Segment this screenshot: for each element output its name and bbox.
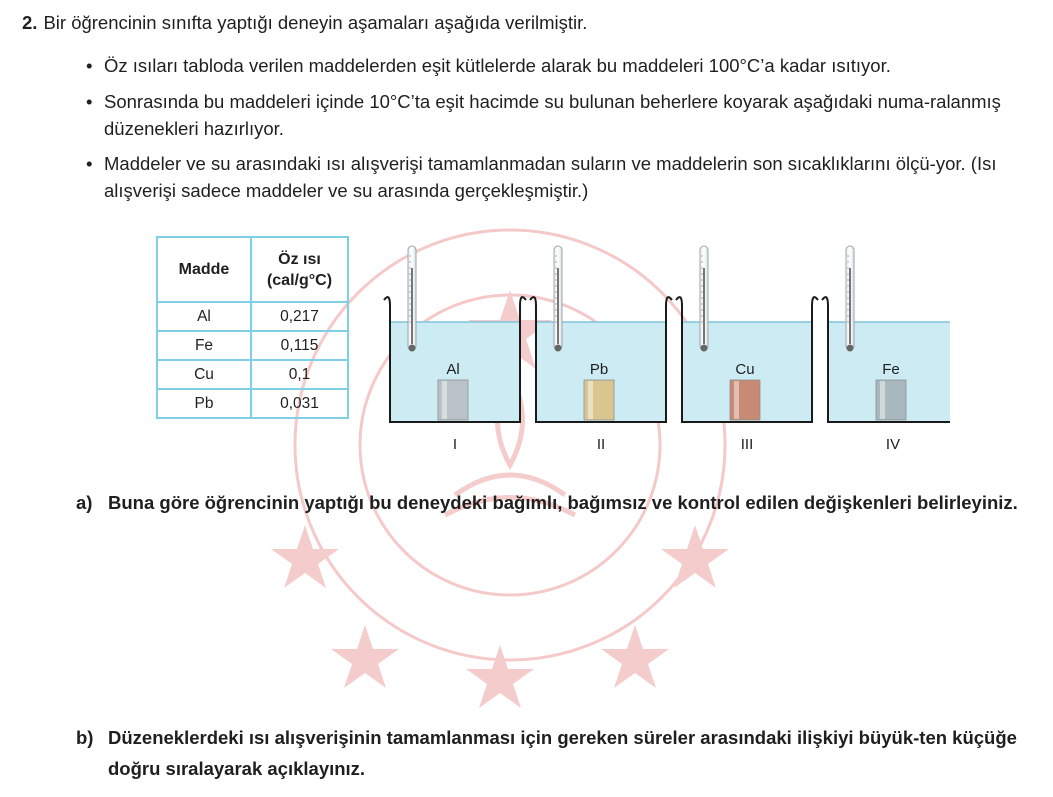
column-header-oz-isi-text: Öz ısı (cal/g°C) [266, 250, 333, 289]
beaker-setup [530, 246, 672, 453]
part-a [76, 487, 1036, 518]
setup-numeral: III [740, 436, 754, 453]
table-row [157, 360, 348, 389]
thermometer-bulb [847, 345, 854, 352]
cell-oz-isi: 0,1 [251, 360, 348, 389]
part-a-text: Buna göre öğrencinin yaptığı bu deneydeki bağımlı, bağımsız ve kontrol edilen değişkenleri belirleyiniz. [108, 492, 1018, 513]
table-row [157, 389, 348, 418]
specific-heat-table [156, 236, 349, 419]
question-intro: Bir öğrencinin sınıfta yaptığı deneyin aşamaları aşağıda verilmiştir. [43, 12, 588, 33]
cell-madde: Pb [157, 389, 251, 418]
table-row [157, 331, 348, 360]
material-highlight [442, 381, 447, 419]
part-b-text: Düzeneklerdeki ısı alışverişinin tamamlanması için gereken süreler arasındaki ilişkiyi büyük-ten küçüğe doğru sıralayarak açıklayınız. [108, 727, 1017, 779]
material-label: Fe [882, 361, 900, 378]
bullet-icon: • [86, 55, 93, 76]
question-number: 2. [22, 12, 38, 33]
column-header-madde: Madde [157, 237, 251, 302]
material-highlight [588, 381, 593, 419]
beaker-setup [676, 246, 818, 453]
step-bullet-3 [86, 150, 1036, 204]
beaker-setups-diagram [380, 238, 950, 458]
part-b [76, 722, 1036, 784]
thermometer-bulb [701, 345, 708, 352]
part-a-label: a) [76, 492, 93, 513]
question-stem [22, 10, 1042, 36]
thermometer-bulb [409, 345, 416, 352]
material-label: Pb [589, 361, 609, 378]
bullet-icon: • [86, 91, 93, 112]
material-label: Cu [735, 361, 755, 378]
bullet-text: Maddeler ve su arasındaki ısı alışverişi tamamlanmadan suların ve maddelerin son sıcaklıklarını ölçü-yor. (Isı alışverişi sadece maddeler ve su arasında gerçekleşmiştir.) [104, 153, 997, 201]
material-label: Al [446, 361, 460, 378]
beaker-setup [822, 246, 950, 453]
setup-numeral: I [452, 436, 458, 453]
thermometer-bulb [555, 345, 562, 352]
column-header-oz-isi [251, 237, 348, 302]
step-bullet-1 [86, 52, 1036, 79]
bullet-text: Sonrasında bu maddeleri içinde 10°C’ta eşit hacimde su bulunan beherlere koyarak aşağıdaki numa-ralanmış düzenekleri hazırlıyor. [104, 91, 1001, 139]
cell-oz-isi: 0,031 [251, 389, 348, 418]
table-header-row [157, 237, 348, 302]
table-row [157, 302, 348, 331]
setup-numeral: II [596, 436, 606, 453]
step-bullet-2 [86, 88, 1036, 142]
bullet-text: Öz ısıları tabloda verilen maddelerden eşit kütlelerde alarak bu maddeleri 100°C’a kadar ısıtıyor. [104, 55, 891, 76]
material-highlight [880, 381, 885, 419]
cell-oz-isi: 0,217 [251, 302, 348, 331]
bullet-icon: • [86, 153, 93, 174]
cell-madde: Cu [157, 360, 251, 389]
cell-madde: Fe [157, 331, 251, 360]
cell-oz-isi: 0,115 [251, 331, 348, 360]
material-highlight [734, 381, 739, 419]
part-b-label: b) [76, 727, 94, 748]
setup-numeral: IV [885, 436, 901, 453]
beaker-setup [384, 246, 526, 453]
cell-madde: Al [157, 302, 251, 331]
